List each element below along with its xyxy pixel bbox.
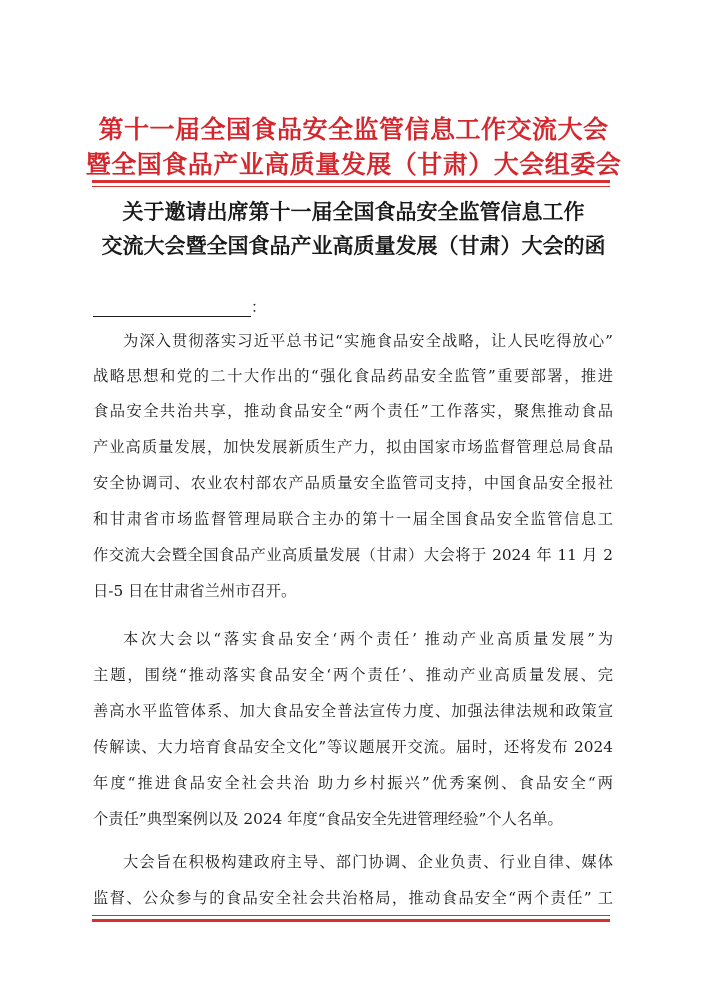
issuer-header-line-2: 暨全国食品产业高质量发展（甘肃）大会组委会 — [85, 150, 622, 179]
body-line-6: 和甘肃省市场监督管理局联合主办的第十一届全国食品安全监管信息工 — [93, 510, 613, 528]
body-line-11: 善高水平监管体系、加大食品安全普法宣传力度、加强法律法规和政策宣 — [93, 702, 613, 720]
body-line-1: 为深入贯彻落实习近平总书记“实施食品安全战略，让人民吃得放心” — [123, 332, 613, 350]
body-line-3: 食品安全共治共享，推动食品安全“两个责任”工作落实，聚焦推动食品 — [93, 402, 613, 420]
body-line-14: 个责任”典型案例以及 2024 年度“食品安全先进管理经验”个人名单。 — [93, 810, 563, 828]
letter-title-line-2: 交流大会暨全国食品产业高质量发展（甘肃）大会的函 — [101, 233, 606, 258]
body-line-4: 产业高质量发展，加快发展新质生产力，拟由国家市场监督管理总局食品 — [93, 438, 613, 456]
letter-title-line-1: 关于邀请出席第十一届全国食品安全监管信息工作 — [122, 199, 585, 224]
body-line-12: 传解读、大力培育食品安全文化”等议题展开交流。届时，还将发布 2024 — [93, 738, 613, 756]
body-line-16: 监督、公众参与的食品安全社会共治格局，推动食品安全“两个责任” 工 — [93, 889, 613, 907]
issuer-header-line-1: 第十一届全国食品安全监管信息工作交流大会 — [98, 115, 609, 144]
body-line-10: 主题，围绕“推动落实食品安全‘两个责任’、推动产业高质量发展、完 — [93, 666, 613, 684]
footer-divider-thin — [92, 915, 610, 916]
recipient-blank-line — [93, 302, 251, 317]
body-line-9: 本次大会以“落实食品安全‘两个责任’ 推动产业高质量发展”为 — [123, 630, 613, 648]
body-line-5: 安全协调司、农业农村部农产品质量安全监管司支持，中国食品安全报社 — [93, 474, 613, 492]
body-line-15: 大会旨在积极构建政府主导、部门协调、企业负责、行业自律、媒体 — [123, 853, 613, 871]
salutation — [93, 296, 266, 317]
body-line-8: 日-5 日在甘肃省兰州市召开。 — [93, 582, 297, 600]
header-divider-thin — [92, 186, 610, 187]
body-line-7: 作交流大会暨全国食品产业高质量发展（甘肃）大会将于 2024 年 11 月 2 — [93, 546, 613, 564]
salutation-colon: ： — [251, 298, 267, 316]
footer-divider-thick — [92, 919, 610, 922]
body-line-13: 年度“推进食品安全社会共治 助力乡村振兴”优秀案例、食品安全“两 — [93, 774, 613, 792]
body-line-2: 战略思想和党的二十大作出的“强化食品药品安全监管”重要部署，推进 — [93, 367, 613, 385]
header-divider-thick — [92, 180, 610, 183]
